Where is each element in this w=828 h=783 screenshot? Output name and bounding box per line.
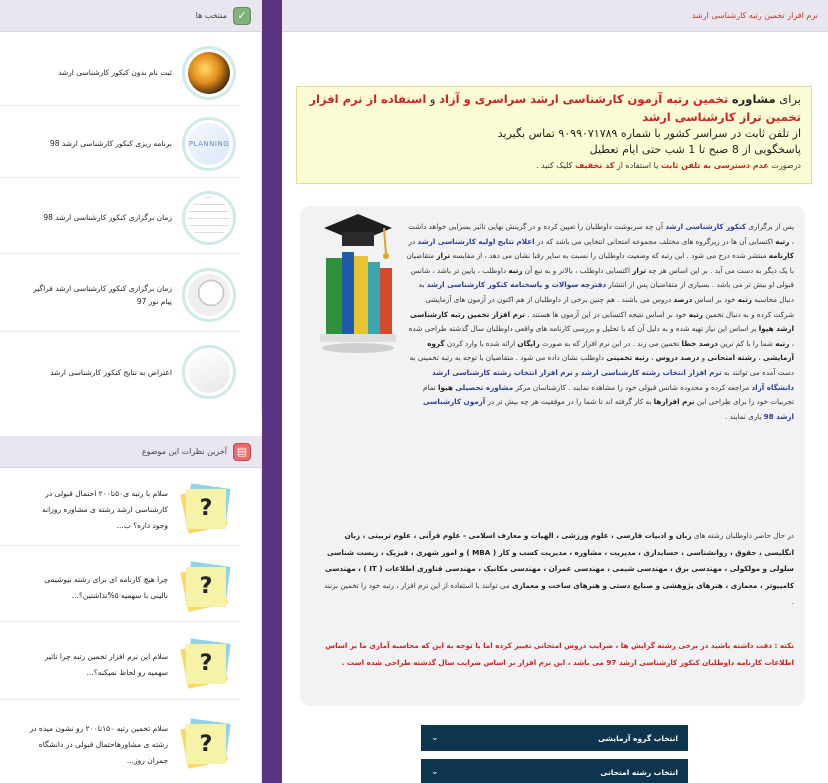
article-warning-note: نکته : دقت داشته باشید در برخی رشته گرایش ها ، ضرایب دروس امتحانی تغییر کرده اما با توجه به این که محاسبه آماری ما بر اساس اطلاعات کارنامه داوطلبان کنکور کارشناسی ارشد 97 می باشد ، این نرم افزار بر اساس ضرایب سال گذشته طراحی شده است . <box>325 641 794 667</box>
article-text-run: یاری نمایند . <box>724 411 764 421</box>
featured-item[interactable] <box>0 258 240 332</box>
comment-text[interactable]: سلام با رتبه ی۵۰تا۲۰۰ احتمال قبولی در کارشناسی ارشد رشته ی مشاوره روزانه وجود داره؟ ب... <box>42 488 168 530</box>
comment-item[interactable] <box>0 630 240 700</box>
article-text-run: نرم افزار تخمین رتبه کارشناسی ارشد هیوا <box>410 309 794 334</box>
article-text-run: خود بر اساس نتیجه اکتسابی در این آزمون ها هستند . <box>525 309 689 319</box>
writing-thumbnail[interactable] <box>182 345 236 399</box>
article-paragraph-1 <box>406 220 794 424</box>
select-exam-group-accordion[interactable] <box>421 725 688 751</box>
comments-box <box>0 436 262 783</box>
article-text-run: داوطلب ، پایین تر باشد ، شانس قبولی او بیش تر می باشد . بسیاری از متقاضیان پس از انتشار <box>410 265 794 290</box>
comment-item[interactable] <box>0 474 240 546</box>
comment-text[interactable]: سلام تخمین رتبه ۱۵۰تا۲۰۰ رو نشون میده در رشته ی مشاورهاحتمال قبولی در دانشگاه جمران روز... <box>29 724 168 765</box>
purple-divider <box>262 0 282 783</box>
clock-thumbnail[interactable] <box>182 268 236 322</box>
question-note-icon[interactable]: ? <box>178 482 234 538</box>
article-link[interactable]: دفترچه سوالات و پاسخنامه کنکور کارشناسی ارشد <box>426 280 607 290</box>
article-text-run: مراجعه کرده و محدوده شانس قبولی خود را مشاهده نمایند . کارشناسان مرکز <box>513 382 752 392</box>
featured-item-label[interactable]: زمان برگزاری کنکور کارشناسی ارشد 98 <box>43 213 172 222</box>
promo-hours-line: پاسخگویی از 8 صبح تا 1 شب حتی ایام تعطیل <box>589 143 801 156</box>
article-text-run: نرم افزارها <box>653 397 695 407</box>
article-text-run: رتبه <box>775 338 790 348</box>
article-text-run: درصد دروس <box>655 353 700 363</box>
featured-box <box>0 0 262 414</box>
promo-box <box>296 86 812 184</box>
article-text-run: ارائه شده با وارد کردن <box>444 338 518 348</box>
article-text-run: پس از برگزاری <box>746 222 794 231</box>
page-title: نرم افزار تخمین رتبه کارشناسی ارشد <box>691 11 818 20</box>
article-text-run: ، <box>756 353 763 363</box>
article-link[interactable]: نرم افزار انتخاب رشته کارشناسی ارشد <box>580 367 722 377</box>
article-text-run: رایگان <box>517 338 540 348</box>
featured-header <box>0 0 261 32</box>
main-header <box>282 0 828 32</box>
article-text-run: درصد خطا <box>681 338 718 348</box>
article-paragraph-2 <box>320 528 794 611</box>
article-text-run: گروه آزمایشی <box>427 338 794 363</box>
article-text-run: تخمین می زند . در این نرم افزار که به صورت <box>539 338 682 348</box>
article-text-run: رتبه <box>775 236 790 246</box>
article-text-run: رتبه <box>508 265 523 275</box>
article-text-run: رشته امتحانی <box>707 353 757 363</box>
article-text-run: بر اساس این نیاز تهیه شده و به دلیل آن که با تحلیل و بررسی کارنامه های واقعی داوطلبان سال گذشته طراحی شده ، <box>408 324 794 348</box>
accordion-label[interactable]: انتخاب رشته امتحانی <box>600 767 678 777</box>
article-text-run: هیوا <box>438 382 453 392</box>
planning-thumbnail-text: PLANNING <box>188 139 230 148</box>
graduation-books-icon <box>318 206 396 356</box>
planning-thumbnail[interactable] <box>182 117 236 171</box>
article-link[interactable]: آزمون کارشناسی ارشد 98 <box>423 397 794 421</box>
featured-item-label[interactable]: اعتراض به نتایج کنکور کارشناسی ارشد <box>50 367 172 377</box>
article-link[interactable]: نرم افزار انتخاب رشته کارشناسی ارشد دانشگاه آزاد <box>431 367 794 392</box>
featured-item[interactable] <box>0 40 240 106</box>
article-text-run: ، <box>648 353 656 363</box>
article-link[interactable]: کنکور کارشناسی ارشد <box>665 222 747 231</box>
article-text-run: منتشر شده درج می شود . این رتبه که وضعیت داوطلبان را نسبت به سایر رقبا نشان می دهد ، از مقایسه <box>450 251 769 261</box>
article-card <box>300 206 805 706</box>
question-note-icon[interactable]: ? <box>178 637 234 693</box>
article-text-run: به دنبال محاسبه <box>418 280 794 304</box>
comment-item[interactable] <box>0 554 240 622</box>
article-text-run: آن چه سرنوشت داوطلبان را تعیین کرده و در گزینش نهایی تاثیر بسزایی خواهد داشت ، <box>408 222 794 246</box>
featured-item-label[interactable]: برنامه ریزی کنکور کارشناسی ارشد 98 <box>49 139 172 148</box>
article-text-run: اکتسابی داوطلب ، بالاتر و به تبع آن <box>522 265 633 275</box>
article-text-run: داوطلب نشان داده می شود . متقاضیان با توجه به رتبه تخمینی به دست آمده می توانند به <box>409 353 794 377</box>
promo-phone-line: از تلفن ثابت در سراسر کشور با شماره ۹۰۹۹۰۷۱۷۸۹ تماس بگیرید <box>497 127 801 140</box>
article-text-run: شما را با کم ترین <box>717 338 776 348</box>
comment-text[interactable]: سلام این نرم افزار تخمین رتبه چرا تاثیر سهمیه رو لحاظ نمیکنه؟... <box>44 651 168 677</box>
article-text-run: و <box>572 367 581 377</box>
chevron-down-icon[interactable]: ⌄ <box>431 733 439 743</box>
article-text-run: زبان و ادبیات فارسی ، علوم ورزشی ، الهیات و معارف اسلامی - علوم قرآنی ، علوم تربیتی ، زبان انگلیسی ، حقوق ، روانشناسی ، حسابداری ، مدیریت ، مشاوره ، مدیریت کسب و کار ( MBA ) و امور شهری ، فیزیک ، زیست شناسی سلولی و مولکولی ، مهندسی برق ، مهندسی شیمی ، مهندسی عمران ، مهندسی مکانیک ، مهندسی فناوری اطلاعات ( IT ) ، مهندسی کامپیوتر ، معماری ، هنرهای پژوهشی و صنایع دستی و هنرهای ساخت و معماری <box>325 531 794 590</box>
article-text-run: رتبه تخمینی <box>606 353 649 363</box>
article-link[interactable]: اعلام نتایج اولیه کارشناسی ارشد <box>417 236 535 246</box>
article-text-run: و <box>699 353 708 363</box>
featured-item[interactable] <box>0 110 240 178</box>
featured-item[interactable] <box>0 182 240 254</box>
article-text-run: به کار گرفته اند تا شما را در موفقیت هر چه بیش تر در <box>485 397 654 407</box>
sidebar <box>0 0 262 783</box>
article-text-run: تراز <box>632 265 647 275</box>
accordion-label[interactable]: انتخاب گروه آزمایشی <box>598 733 678 743</box>
calendar-thumbnail[interactable] <box>182 191 236 245</box>
main-content <box>282 0 828 783</box>
article-text-run: رتبه <box>737 294 752 304</box>
article-text-run: خود بر اساس <box>692 294 738 304</box>
article-link[interactable]: مشاوره تحصیلی <box>455 382 514 392</box>
promo-discount-line[interactable]: درصورت عدم دسترسی به تلفن ثابت یا استفاده از کد تخفیف کلیک کنید . <box>535 161 801 170</box>
comments-icon: ▤ <box>233 443 251 461</box>
select-exam-major-accordion[interactable] <box>421 759 688 783</box>
question-note-icon[interactable]: ? <box>178 560 234 616</box>
article-text-run: می توانند با استفاده از این نرم افزار ، رتبه خود را تخمین بزنند . <box>324 580 794 607</box>
article-text-run: تراز <box>436 251 451 261</box>
article-text-run: درصد <box>673 294 693 304</box>
chevron-down-icon[interactable]: ⌄ <box>431 767 439 777</box>
comment-text[interactable]: چرا هیچ کارنامه ای برای رشته بیوشیمی بالینی با سهمیه ۵%نذاشتین؟... <box>44 574 168 600</box>
fireworks-thumbnail[interactable] <box>182 46 236 100</box>
article-text-run: کارنامه <box>768 251 794 261</box>
featured-item[interactable] <box>0 336 240 408</box>
comment-item[interactable] <box>0 708 240 782</box>
article-text-run: اکتسابی آن ها در زیرگروه های مختلف مجموعه امتحانی انتخابی می باشد که در <box>534 236 776 246</box>
article-text-run: در <box>408 236 418 246</box>
article-text-run: رتبه <box>688 309 703 319</box>
comments-header <box>0 436 261 468</box>
article-text-run: دروس می باشند . هم چنین برخی از داوطلبان از هم اکنون در آزمون های آزمایشی شرکت کرده و به دنبال تخمین <box>425 294 794 319</box>
featured-title: منتخب ها <box>195 11 227 20</box>
article-text-run: در حال حاضر داوطلبان رشته های <box>691 531 794 540</box>
question-note-icon[interactable]: ? <box>178 717 234 773</box>
article-text-run: تمام تجربیات خود را برای طراحی این <box>422 382 794 407</box>
featured-item-label[interactable]: زمان برگزاری کنکور کارشناسی ارشد فراگیر پیام نور 97 <box>33 283 172 306</box>
comments-title: آخرین نظرات این موضوع <box>141 447 227 456</box>
promo-line-1: برای مشاوره تخمین رتبه آزمون کارشناسی ارشد سراسری و آزاد و استفاده از نرم افزار تخمین تراز کارشناسی ارشد <box>309 92 801 124</box>
featured-item-label[interactable]: ثبت نام بدون کنکور کارشناسی ارشد <box>57 68 172 77</box>
checkbox-icon: ✓ <box>233 7 251 25</box>
article-text-run: متقاضیان با یک دیگر به دست می آید . بر این اساس هر چه <box>406 251 794 275</box>
